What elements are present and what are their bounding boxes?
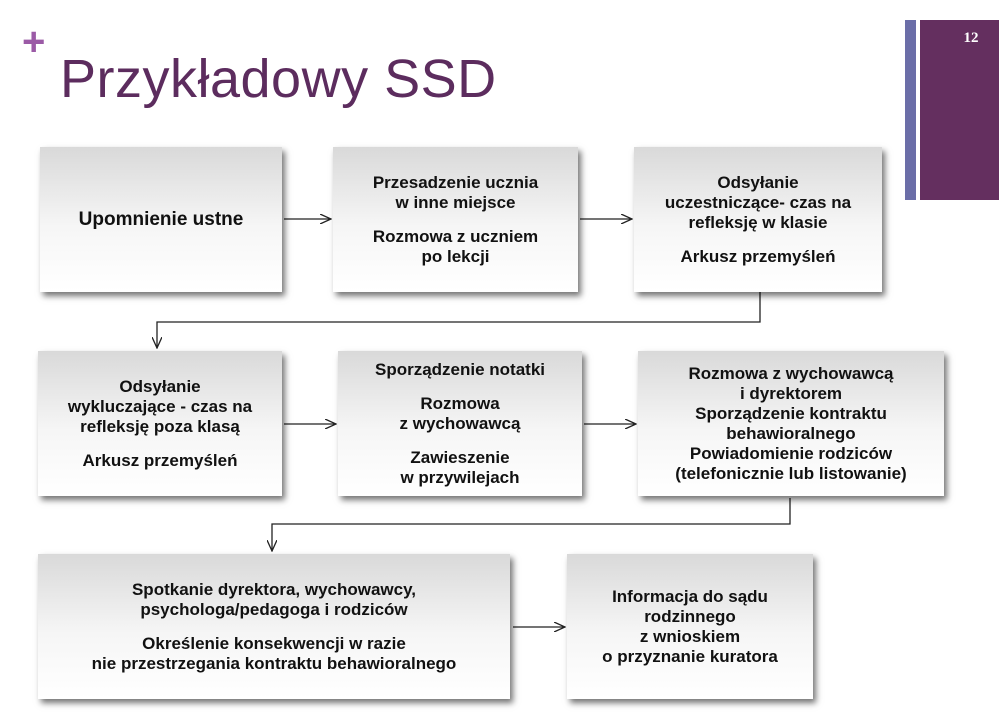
step-inclass-timeout [634, 147, 882, 292]
step-note-taking [338, 351, 582, 496]
arrow-b3-b4 [157, 292, 760, 348]
box-text-line: w przywilejach [400, 467, 520, 487]
box-text-line: refleksję w klasie [688, 212, 828, 232]
box-text-line: po lekcji [421, 246, 490, 266]
box-text-line: Informacja do sądu [612, 586, 768, 606]
box-text-line: w inne miejsce [395, 192, 516, 212]
box-text-line: o przyznanie kuratora [602, 646, 778, 666]
box-text-line: rodzinnego [644, 606, 736, 626]
box-text-line: (telefonicznie lub listowanie) [675, 463, 907, 483]
box-text-line: Odsyłanie [119, 376, 201, 396]
step-behavior-contract [638, 351, 944, 496]
slide-title: Przykładowy SSD [60, 49, 497, 109]
box-text-line: i dyrektorem [739, 383, 843, 403]
box-text-line: Rozmowa [420, 393, 500, 413]
box-text-line: Odsyłanie [717, 172, 799, 192]
page-number: 12 [963, 30, 979, 46]
step-family-court [567, 554, 813, 699]
step-exclusion-timeout [38, 351, 282, 496]
box-text-line: Rozmowa z wychowawcą [688, 363, 894, 383]
box-text-line: Rozmowa z uczniem [372, 226, 539, 246]
box-text-line: z wychowawcą [399, 413, 521, 433]
box-text-line: Przesadzenie ucznia [372, 172, 539, 192]
box-text-line: uczestniczące- czas na [664, 192, 852, 212]
box-text-line: Sporządzenie kontraktu [695, 403, 887, 423]
box-text-line: refleksję poza klasą [80, 416, 240, 436]
box-text-line: psychologa/pedagoga i rodziców [140, 599, 408, 619]
arrow-b6-b7 [272, 498, 790, 551]
box-text-line: Arkusz przemyśleń [82, 450, 238, 470]
box-text-line: Spotkanie dyrektora, wychowawcy, [131, 579, 417, 599]
step-reseat-student [333, 147, 578, 292]
box-text-line: nie przestrzegania kontraktu behawioralnego [91, 653, 457, 673]
box-text-line: Arkusz przemyśleń [680, 246, 836, 266]
box-text-line: behawioralnego [726, 423, 856, 443]
box-text-line: wykluczające - czas na [67, 396, 253, 416]
box-text-line: Sporządzenie notatki [374, 359, 546, 379]
box-text-line: Upomnienie ustne [78, 208, 244, 230]
step-parent-meeting [38, 554, 510, 699]
box-text-line: Określenie konsekwencji w razie [142, 633, 406, 653]
box-text-line: Zawieszenie [410, 447, 510, 467]
box-text-line: Powiadomienie rodziców [689, 443, 893, 463]
step-verbal-warning [40, 147, 282, 292]
plus-icon: + [22, 20, 46, 64]
box-text-line: z wnioskiem [639, 626, 741, 646]
